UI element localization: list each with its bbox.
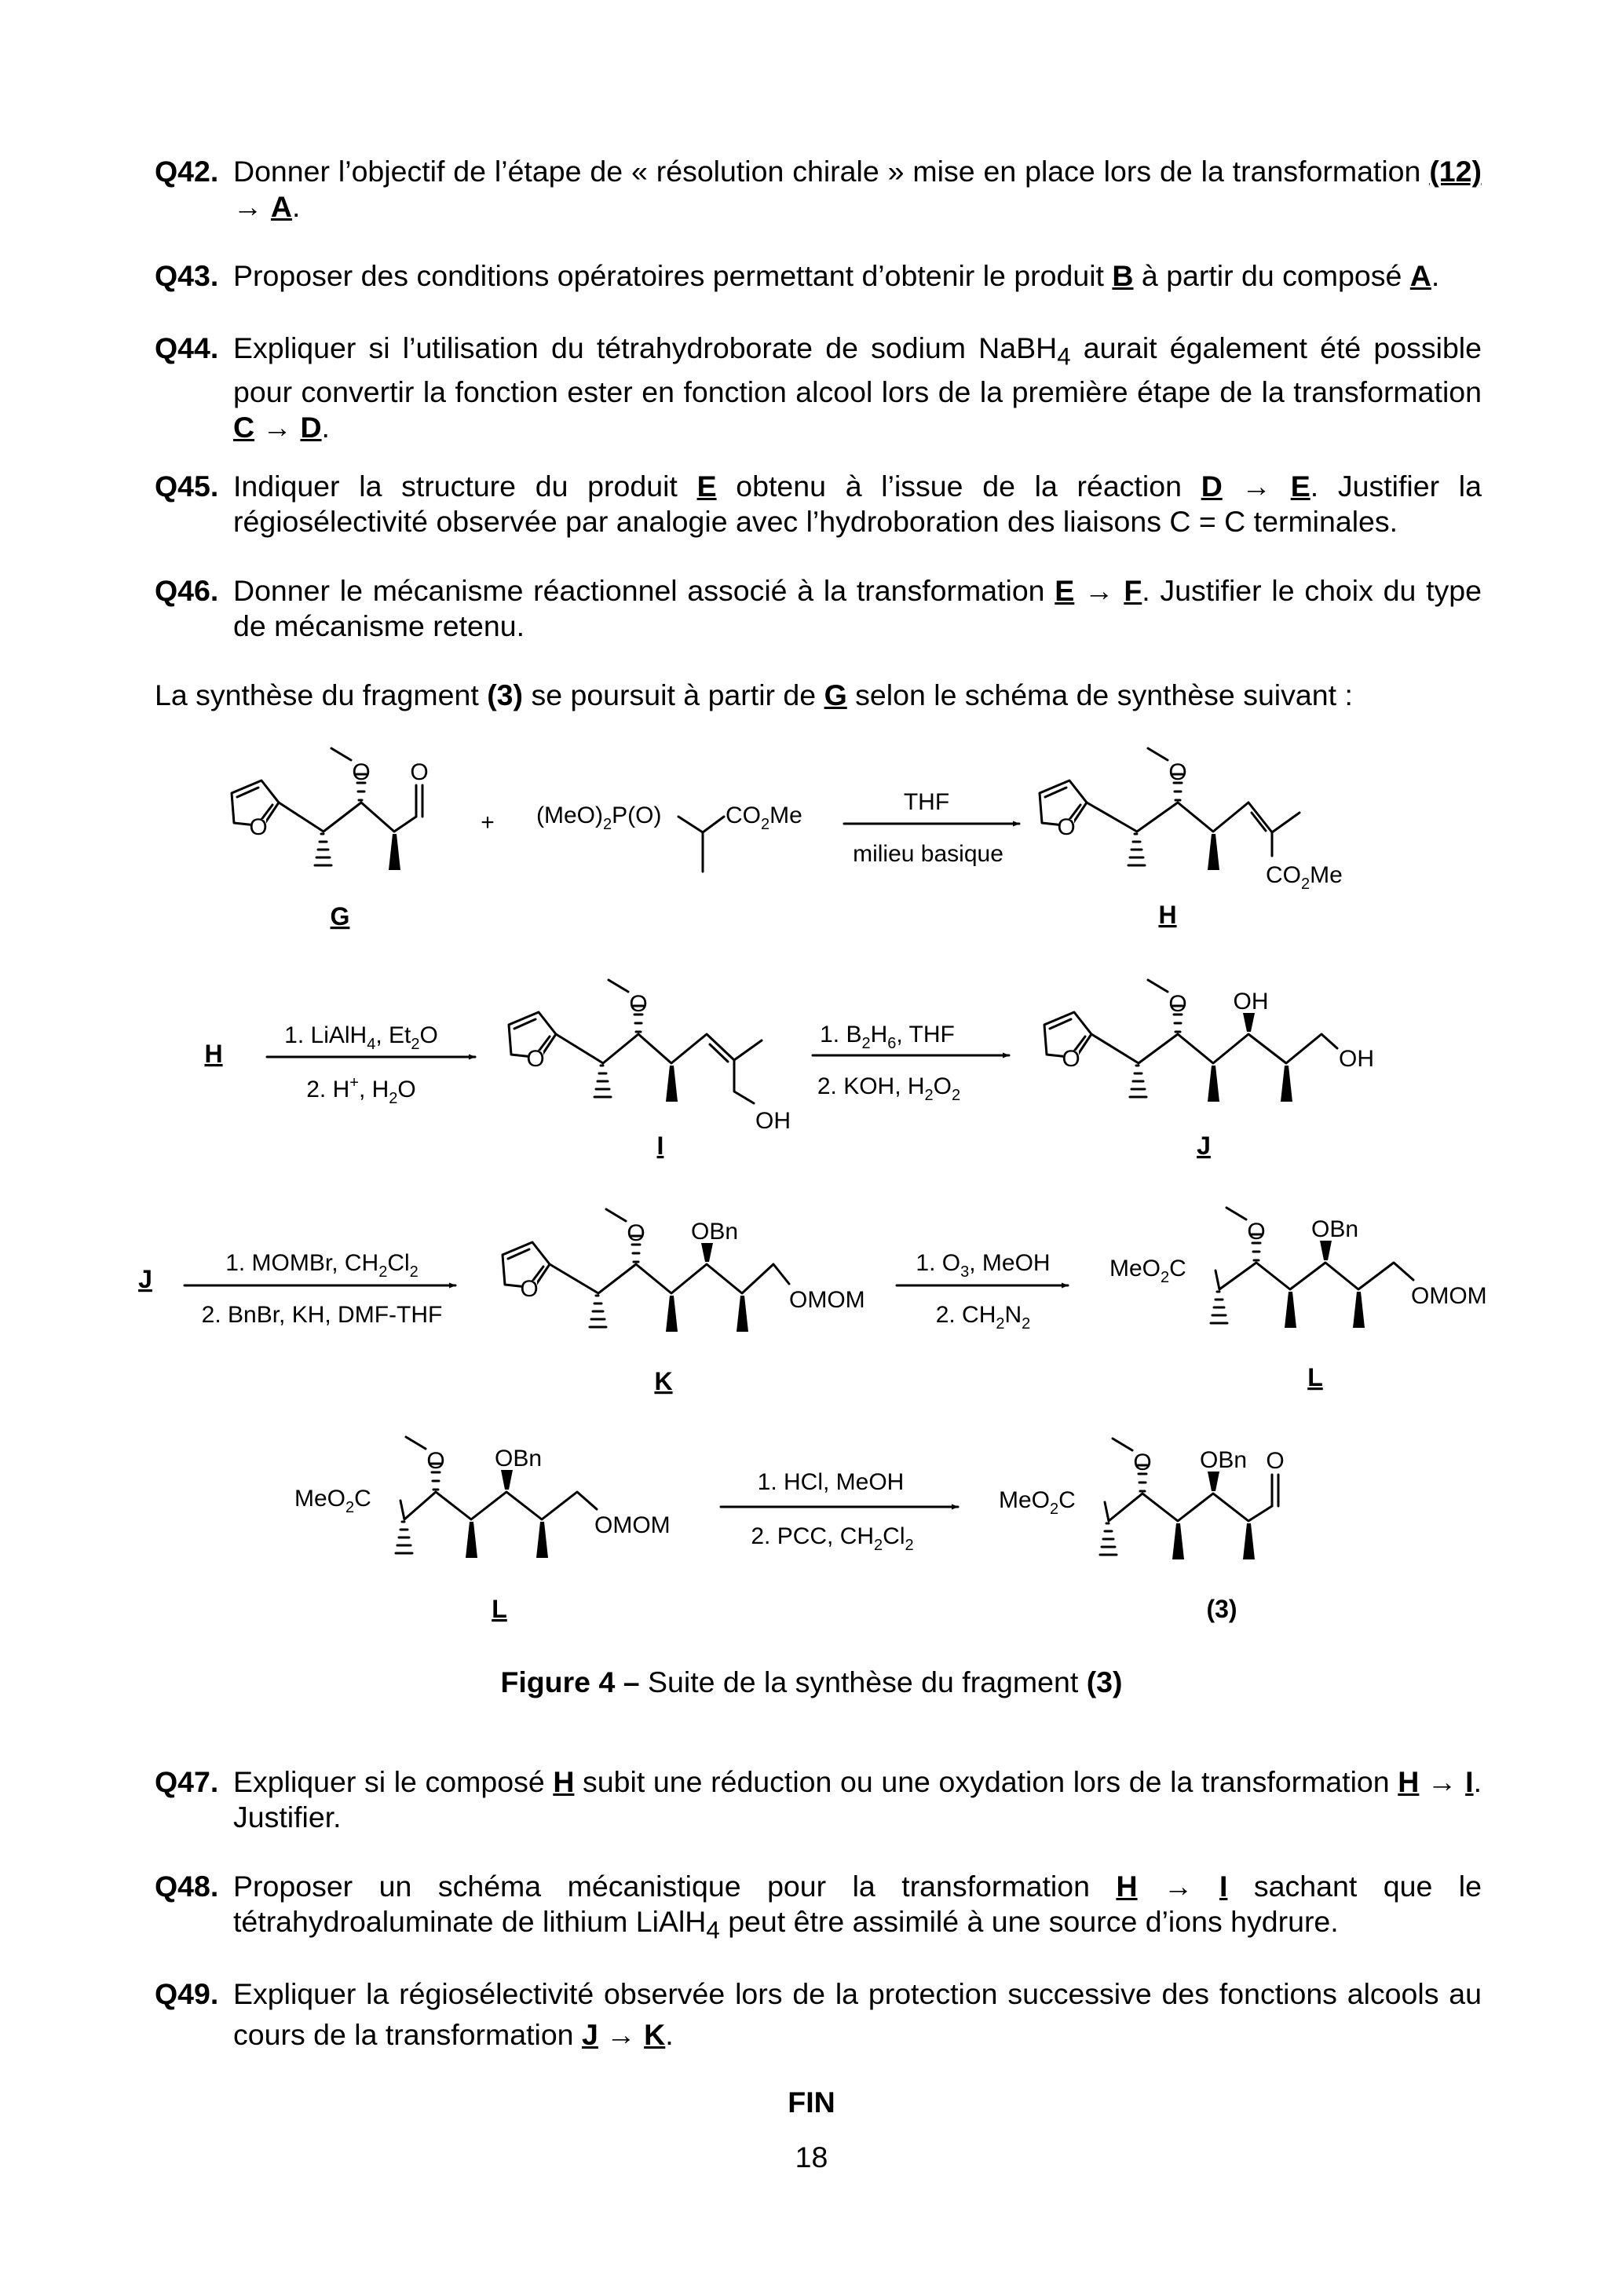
compound-ref: H	[1398, 1765, 1420, 1798]
question-number: Q47.	[155, 1765, 219, 1798]
arrow-symbol: →	[1074, 574, 1124, 607]
question-text: . Justifier la régiosélectivité observée par analogie avec l’hydroboration des liaisons C = C terminales.	[233, 470, 1482, 538]
question-text: aurait également été possible pour convertir la fonction ester en fonction alcool lors de la première étape de la transformation	[233, 331, 1482, 408]
caption-ref: (3)	[1086, 1665, 1123, 1698]
compound-ref: F	[1124, 574, 1142, 607]
compound-G	[232, 748, 429, 870]
compound-ref: A	[270, 190, 293, 223]
label-H: H	[1158, 901, 1177, 929]
punct: .	[1431, 259, 1440, 292]
reagent-base: milieu basique	[853, 841, 1003, 867]
benzyl-ether: OBn	[494, 1446, 543, 1472]
methoxy-oxygen: O	[629, 991, 648, 1017]
compound-K	[503, 1209, 865, 1332]
subscript: 4	[706, 1916, 720, 1944]
reagent-acid-workup: 2. H+, $H_2O$	[306, 1074, 416, 1107]
methyl-ester: MeO$_2$C	[1109, 1256, 1186, 1286]
hydroxyl-group: OH	[1339, 1046, 1374, 1072]
oxygen-atom: O	[249, 814, 268, 840]
intro-text: selon le schéma de synthèse suivant :	[846, 678, 1353, 711]
label-L-row4: L	[492, 1595, 507, 1623]
question-number: Q43.	[155, 259, 219, 292]
subscript: 4	[1057, 342, 1071, 371]
compound-ref: I	[1219, 1870, 1228, 1903]
compound-3	[999, 1439, 1285, 1559]
compound-L	[1109, 1208, 1487, 1328]
label-L: L	[1307, 1363, 1323, 1391]
reagent-diazomethane: 2. $CH_2N_2$	[935, 1302, 1031, 1333]
methoxy-oxygen: O	[1168, 759, 1187, 785]
hydroxyl-group: OH	[755, 1108, 791, 1134]
mom-ether: OMOM	[789, 1287, 865, 1313]
question-text: à partir du composé	[1133, 259, 1410, 292]
label-G: G	[330, 902, 350, 930]
reagent-ozone: 1. $O_3$, MeOH	[916, 1250, 1051, 1281]
question-text: sachant que le tétrahydroaluminate de lithium LiAlH	[233, 1870, 1482, 1938]
phosphonate-reagent	[536, 803, 802, 872]
reagent-pcc: 2. PCC, $CH_2Cl_2$	[751, 1523, 914, 1554]
fragment-ref: (3)	[487, 678, 524, 711]
plus-sign: +	[481, 810, 495, 835]
label-H-start: H	[204, 1040, 223, 1068]
reagent-diborane: 1. $B_2H_6$, THF	[820, 1022, 955, 1052]
compound-ref: I	[1465, 1765, 1474, 1798]
methyl-ester: MeO$_2$C	[294, 1486, 371, 1516]
arrow-symbol: →	[233, 190, 271, 223]
compound-H	[1040, 748, 1343, 893]
hydroxyl-group: OH	[1233, 989, 1269, 1015]
punct: .	[321, 410, 330, 444]
carbonyl-oxygen: O	[410, 759, 429, 785]
methoxy-oxygen: O	[352, 759, 371, 785]
compound-ref: C	[233, 410, 255, 444]
end-marker: FIN	[788, 2086, 835, 2119]
compound-ref: D	[300, 410, 322, 444]
benzyl-ether: OBn	[1199, 1447, 1248, 1473]
methoxy-oxygen: O	[1247, 1219, 1266, 1245]
compound-ref: E	[696, 470, 717, 503]
label-J-start: J	[138, 1265, 152, 1293]
oxygen-atom: O	[520, 1276, 539, 1302]
question-text: Expliquer la régiosélectivité observée lors de la protection successive des fonctions alcools au cours de la transformation	[233, 1977, 1482, 2051]
compound-ref: H	[553, 1765, 575, 1798]
methyl-ester: MeO$_2$C	[999, 1487, 1076, 1518]
compound-ref: H	[1116, 1870, 1138, 1903]
compound-ref: D	[1201, 470, 1223, 503]
question-number: Q42.	[155, 155, 219, 188]
methoxy-oxygen: O	[426, 1448, 445, 1474]
question-number: Q45.	[155, 470, 219, 503]
reagent-bnbr: 2. BnBr, KH, DMF-THF	[201, 1302, 443, 1328]
question-text: obtenu à l’issue de la réaction	[716, 470, 1201, 503]
label-3: (3)	[1206, 1595, 1237, 1623]
page-number: 18	[795, 2141, 828, 2174]
benzyl-ether: OBn	[1310, 1216, 1359, 1242]
reagent-lialh4: 1. LiAlH$_4$, $Et_2O$	[284, 1022, 438, 1053]
ester-formula: $CO_2Me$	[1266, 862, 1343, 893]
question-text: . Justifier.	[233, 1765, 1482, 1834]
oxygen-atom: O	[526, 1046, 545, 1072]
phosphonate-formula: $(MeO)_2P(O)$	[536, 803, 662, 833]
caption-text: Suite de la synthèse du fragment	[639, 1665, 1087, 1698]
question-q48	[155, 1869, 1482, 1948]
oxygen-atom: O	[1062, 1046, 1080, 1072]
question-text: subit une réduction ou une oxydation lors de la transformation	[574, 1765, 1398, 1798]
compound-ref: E	[1290, 470, 1310, 503]
question-number: Q48.	[155, 1870, 219, 1903]
question-number: Q46.	[155, 574, 219, 607]
label-K: K	[654, 1367, 673, 1395]
arrow-symbol: →	[254, 410, 301, 444]
figure-caption	[0, 1665, 1623, 1700]
question-text: Donner le mécanisme réactionnel associé à la transformation	[233, 574, 1055, 607]
compound-I	[509, 980, 791, 1134]
intro-text: La synthèse du fragment	[155, 678, 488, 711]
compound-ref: (12)	[1429, 155, 1482, 188]
compound-ref: A	[1409, 259, 1431, 292]
compound-ref: K	[644, 2018, 666, 2051]
question-text: Proposer un schéma mécanistique pour la transformation	[233, 1870, 1117, 1903]
ester-formula: $CO_2Me$	[726, 803, 802, 833]
compound-ref: B	[1112, 259, 1134, 292]
question-text: Expliquer si l’utilisation du tétrahydroborate de sodium NaBH	[233, 331, 1058, 364]
question-number: Q49.	[155, 1977, 219, 2010]
label-J: J	[1197, 1132, 1211, 1160]
oxygen-atom: O	[1057, 814, 1076, 840]
compound-L-row4	[294, 1437, 671, 1558]
question-text: Indiquer la structure du produit	[233, 470, 697, 503]
methoxy-oxygen: O	[1168, 991, 1187, 1017]
methoxy-oxygen: O	[1133, 1450, 1152, 1475]
punct: .	[292, 190, 301, 223]
question-text: peut être assimilé à une source d’ions hydrure.	[719, 1905, 1339, 1938]
arrow-symbol: →	[1137, 1870, 1220, 1903]
intro-text: se poursuit à partir de	[523, 678, 824, 711]
reagent-thf: THF	[903, 789, 950, 815]
compound-ref: E	[1055, 574, 1075, 607]
benzyl-ether: OBn	[690, 1219, 739, 1245]
question-q49	[155, 1973, 1482, 2055]
mom-ether: OMOM	[1411, 1283, 1487, 1309]
reagent-hcl: 1. HCl, MeOH	[757, 1469, 905, 1495]
reagent-mombr: 1. MOMBr, $CH_2Cl_2$	[225, 1250, 419, 1281]
punct: .	[665, 2018, 674, 2051]
compound-ref: G	[824, 678, 847, 711]
question-text: Expliquer si le composé	[233, 1765, 554, 1798]
arrow-symbol: →	[1222, 470, 1291, 503]
compound-ref: J	[581, 2018, 598, 2051]
aldehyde-oxygen: O	[1266, 1448, 1285, 1474]
question-text: Donner l’objectif de l’étape de « résolution chirale » mise en place lors de la transformation	[233, 155, 1430, 188]
arrow-symbol: →	[1419, 1765, 1466, 1798]
methoxy-oxygen: O	[627, 1220, 645, 1246]
compound-J	[1044, 980, 1374, 1102]
mom-ether: OMOM	[594, 1512, 671, 1538]
question-text: . Justifier le choix du type de mécanisme retenu.	[233, 574, 1482, 642]
caption-label: Figure 4 –	[500, 1665, 640, 1698]
label-I: I	[656, 1132, 664, 1160]
question-text: Proposer des conditions opératoires permettant d’obtenir le produit	[233, 259, 1113, 292]
arrow-symbol: →	[598, 2018, 645, 2051]
question-q47	[155, 1764, 1482, 1835]
question-number: Q44.	[155, 331, 219, 364]
reagent-oxidation: 2. KOH, $H_2O_2$	[817, 1073, 961, 1104]
